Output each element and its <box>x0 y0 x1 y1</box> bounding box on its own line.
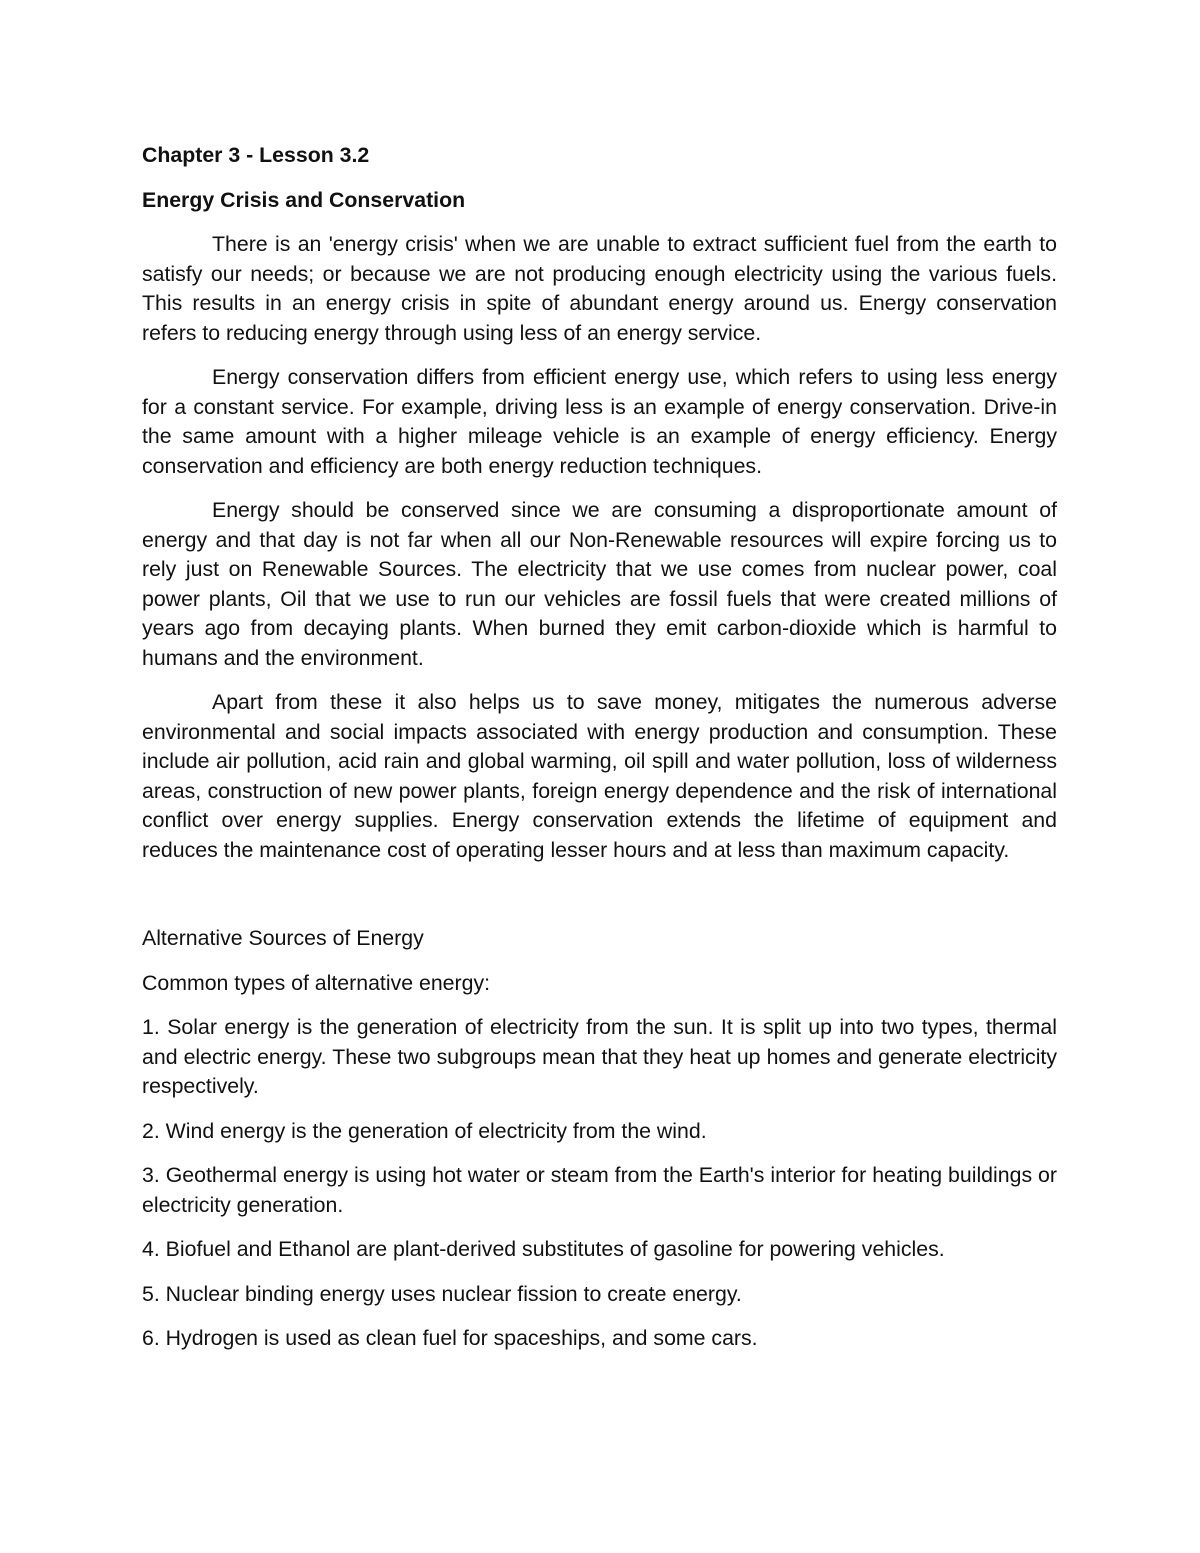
list-intro: Common types of alternative energy: <box>142 970 491 995</box>
paragraph-why-conserve: Energy should be conserved since we are consuming a disproportionate amount of energy and that day is not far when all our Non-Renewable resources will expire forcing us to rely just on Renewable Sources. The electricity that we use comes from nuclear power, coal power plants, Oil that we use to run our vehicles are fossil fuels that were created millions of years ago from decaying plants. When burned they emit carbon-dioxide which is harmful to humans and the environment. <box>142 498 1057 670</box>
list-item-wind: 2. Wind energy is the generation of electricity from the wind. <box>142 1118 707 1143</box>
paragraph-energy-crisis: There is an 'energy crisis' when we are unable to extract sufficient fuel from the earth to satisfy our needs; or because we are not producing enough electricity using the various fuels. This results in an energy crisis in spite of abundant energy around us. Energy conservation refers to reducing energy through using less of an energy service. <box>142 232 1057 345</box>
chapter-title: Chapter 3 - Lesson 3.2 <box>142 143 370 167</box>
alternative-energy-list <box>142 1013 1057 1354</box>
list-item-hydrogen: 6. Hydrogen is used as clean fuel for spaceships, and some cars. <box>142 1326 758 1350</box>
list-item-solar: 1. Solar energy is the generation of electricity from the sun. It is split up into two types, thermal and electric energy. These two subgroups mean that they heat up homes and generate electricity respectively. <box>142 1015 1057 1098</box>
list-item-geothermal: 3. Geothermal energy is using hot water or steam from the Earth's interior for heating buildings or electricity generation. <box>142 1163 1057 1217</box>
alternative-sources-heading: Alternative Sources of Energy <box>142 926 424 950</box>
list-item-biofuel: 4. Biofuel and Ethanol are plant-derived substitutes of gasoline for powering vehicles. <box>142 1237 945 1261</box>
paragraph-benefits: Apart from these it also helps us to save money, mitigates the numerous adverse environmental and social impacts associated with energy production and consumption. These include air pollution, acid rain and global warming, oil spill and water pollution, loss of wilderness areas, construction of new power plants, foreign energy dependence and the risk of international conflict over energy supplies. Energy conservation extends the lifetime of equipment and reduces the maintenance cost of operating lesser hours and at less than maximum capacity. <box>142 690 1057 862</box>
section-title: Energy Crisis and Conservation <box>142 187 466 212</box>
document-body <box>142 141 1057 1369</box>
paragraph-conservation-vs-efficiency: Energy conservation differs from efficient energy use, which refers to using less energy for a constant service. For example, driving less is an example of energy conservation. Drive-in the same amount with a higher mileage vehicle is an example of energy efficiency. Energy conservation and efficiency are both energy reduction techniques. <box>142 365 1057 478</box>
list-item-nuclear: 5. Nuclear binding energy uses nuclear fission to create energy. <box>142 1281 742 1306</box>
